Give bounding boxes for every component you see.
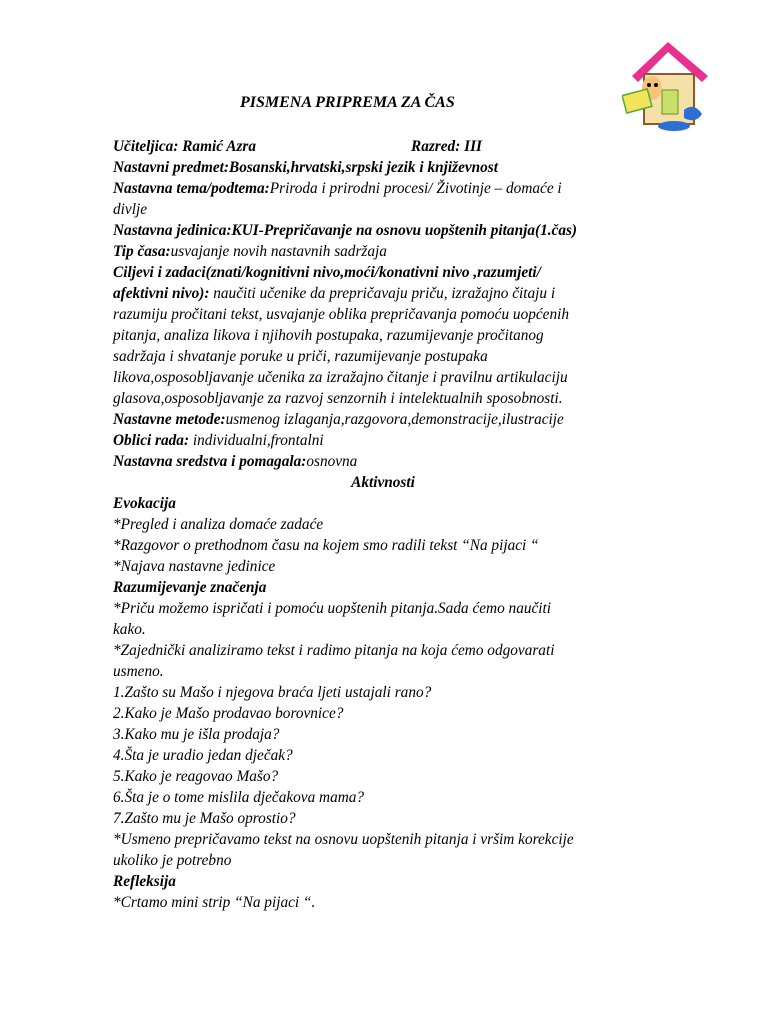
goals-label-cont: afektivni nivo): [113, 285, 210, 302]
understanding-line: ukoliko je potrebno [113, 852, 232, 869]
subject-line: Nastavni predmet:Bosanski,hrvatski,srpski jezik i književnost [113, 159, 499, 176]
goals-line-2: razumiju pročitani tekst, usvajanje oblika prepričavanja pomoću uopćenih [113, 306, 570, 323]
unit-line: Nastavna jedinica:KUI-Prepričavanje na osnovu uopštenih pitanja(1.čas) [113, 222, 578, 239]
question-item: 2.Kako je Mašo prodavao borovnice? [113, 705, 344, 722]
goals-line-1 [113, 283, 653, 304]
understanding-line: *Priču možemo ispričati i pomoću uopštenih pitanja.Sada ćemo naučiti [113, 600, 552, 617]
understanding-line: *Zajednički analiziramo tekst i radimo pitanja na koja ćemo odgovarati [113, 642, 555, 659]
reading-house-clipart [622, 38, 714, 134]
evocation-item: *Razgovor o prethodnom času na kojem smo radili tekst “Na pijaci “ [113, 537, 539, 554]
header-line [113, 136, 653, 157]
methods-value: usmenog izlaganja,razgovora,demonstracije,ilustracije [225, 411, 564, 428]
type-line [113, 241, 653, 262]
evocation-item: *Najava nastavne jedinice [113, 558, 276, 575]
understanding-line: usmeno. [113, 663, 164, 680]
goals-line-4: sadržaja i shvatanje poruke u priči, razumijevanje postupaka [113, 348, 488, 365]
goals-label-line: Ciljevi i zadaci(znati/kognitivni nivo,moći/konativni nivo ,razumjeti/ [113, 264, 541, 281]
means-label: Nastavna sredstva i pomagala: [113, 453, 307, 470]
theme-line [113, 178, 653, 199]
theme-label: Nastavna tema/podtema: [113, 180, 270, 197]
question-item: 3.Kako mu je išla prodaja? [113, 726, 280, 743]
methods-line [113, 409, 653, 430]
page-title: PISMENA PRIPREMA ZA ČAS [240, 94, 455, 111]
question-item: 5.Kako je reagovao Mašo? [113, 768, 279, 785]
understanding-heading: Razumijevanje značenja [113, 579, 267, 596]
methods-label: Nastavne metode: [113, 411, 226, 428]
teacher-label: Učiteljica: Ramić Azra [113, 138, 257, 155]
evocation-item: *Pregled i analiza domaće zadaće [113, 516, 324, 533]
forms-value: individualni,frontalni [189, 432, 324, 449]
goals-value-1: naučiti učenike da prepričavaju priču, izražajno čitaju i [209, 285, 556, 302]
goals-line-6: glasova,osposobljavanje za razvoj senzornih i intelektualnih sposobnosti. [113, 390, 563, 407]
means-line [113, 451, 653, 472]
activities-heading: Aktivnosti [351, 474, 415, 491]
understanding-line: *Usmeno prepričavamo tekst na osnovu uopštenih pitanja i vršim korekcije [113, 831, 574, 848]
goals-line-5: likova,osposobljavanje učenika za izražajno čitanje i pravilnu artikulaciju [113, 369, 568, 386]
evocation-heading: Evokacija [113, 495, 176, 512]
forms-label: Oblici rada: [113, 432, 190, 449]
question-item: 7.Zašto mu je Mašo oprostio? [113, 810, 296, 827]
type-label: Tip časa: [113, 243, 171, 260]
theme-value: Priroda i prirodni procesi/ Životinje – domaće i [269, 180, 562, 197]
theme-value-cont: divlje [113, 201, 147, 218]
means-value: osnovna [306, 453, 358, 470]
forms-line [113, 430, 653, 451]
understanding-line: kako. [113, 621, 146, 638]
question-item: 4.Šta je uradio jedan dječak? [113, 747, 293, 764]
question-item: 6.Šta je o tome mislila dječakova mama? [113, 789, 365, 806]
reflection-heading: Refleksija [113, 873, 176, 890]
question-item: 1.Zašto su Mašo i njegova braća ljeti ustajali rano? [113, 684, 432, 701]
goals-line-3: pitanja, analiza likova i njihovih postupaka, razumijevanje pročitanog [113, 327, 544, 344]
reflection-item: *Crtamo mini strip “Na pijaci “. [113, 894, 316, 911]
lesson-plan-body [113, 136, 653, 913]
type-value: usvajanje novih nastavnih sadržaja [170, 243, 387, 260]
grade-label: Razred: III [411, 138, 482, 155]
